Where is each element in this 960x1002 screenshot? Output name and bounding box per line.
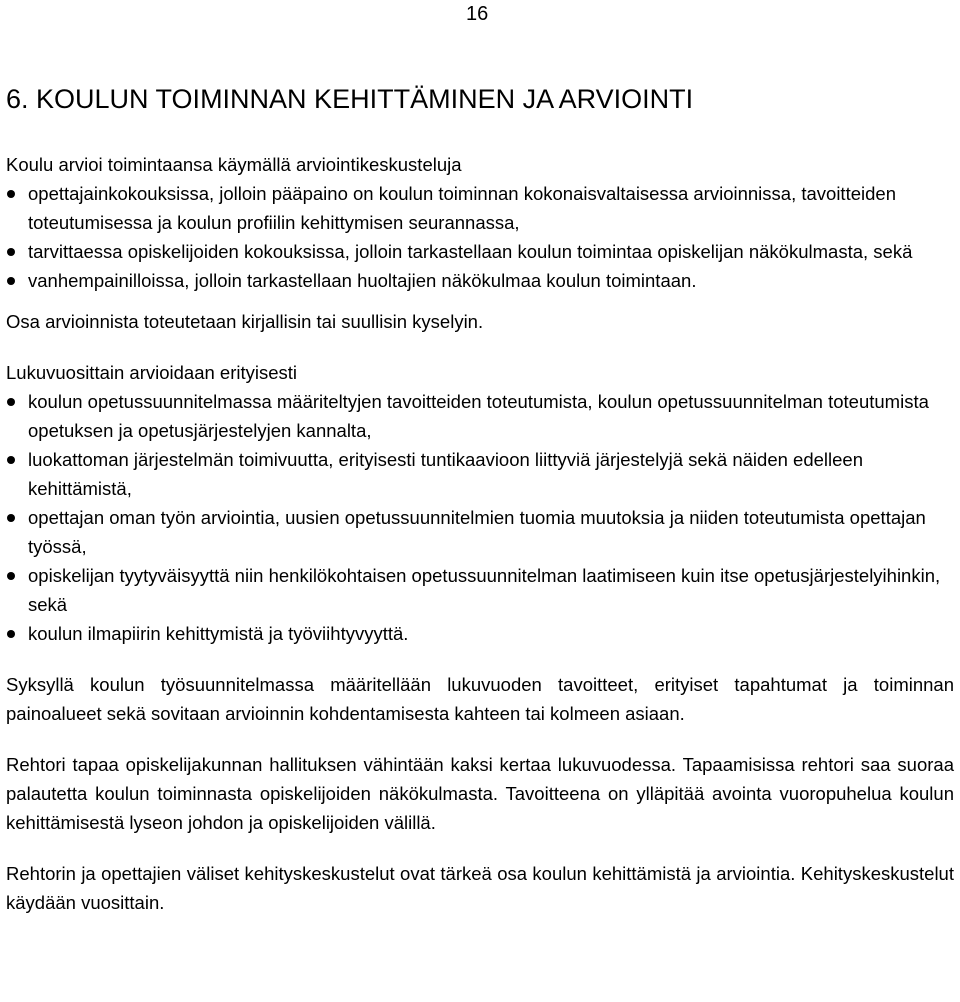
bullet-icon	[7, 456, 15, 464]
bullet-icon	[7, 630, 15, 638]
list-item	[6, 619, 954, 648]
annual-evaluation-list	[6, 387, 954, 648]
list-item-text: opiskelijan tyytyväisyyttä niin henkilökohtaisen opetussuunnitelman laatimiseen kuin itse opetusjärjestelyihinkin, sekä	[28, 565, 941, 615]
list-item-text: luokattoman järjestelmän toimivuutta, erityisesti tuntikaavioon liittyviä järjestelyjä sekä näiden edelleen kehittämistä,	[28, 449, 863, 499]
body-paragraph: Rehtorin ja opettajien väliset kehityskeskustelut ovat tärkeä osa koulun kehittämistä ja arviointia. Kehityskeskustelut käydään vuosittain.	[6, 863, 954, 913]
list-item-text: koulun opetussuunnitelmassa määriteltyjen tavoitteiden toteutumista, koulun opetussuunnitelman toteutumista opetuksen ja opetusjärjestelyjen kannalta,	[28, 391, 929, 441]
list-item-text: opettajan oman työn arviointia, uusien opetussuunnitelmien tuomia muutoksia ja niiden toteutumista opettajan työssä,	[28, 507, 926, 557]
evaluation-discussion-list	[6, 179, 954, 295]
section-heading: 6. KOULUN TOIMINNAN KEHITTÄMINEN JA ARVIOINTI	[6, 84, 694, 114]
list-item	[6, 445, 954, 503]
list-item	[6, 179, 954, 237]
body-paragraph: Rehtori tapaa opiskelijakunnan hallituksen vähintään kaksi kertaa lukuvuodessa. Tapaamisissa rehtori saa suoraa palautetta koulun toiminnasta opiskelijoiden näkökulmasta. Tavoitteena on ylläpitää avointa vuoropuhelua koulun kehittämisestä lyseon johdon ja opiskelijoiden välillä.	[6, 754, 954, 833]
annual-evaluation-intro: Lukuvuosittain arvioidaan erityisesti	[6, 362, 298, 383]
evaluation-intro: Koulu arvioi toimintaansa käymällä arviointikeskusteluja	[6, 154, 462, 175]
list-item-text: vanhempainilloissa, jolloin tarkastellaan huoltajien näkökulmaa koulun toimintaan.	[28, 270, 697, 291]
list-item	[6, 237, 954, 266]
bullet-icon	[7, 277, 15, 285]
list-item-text: tarvittaessa opiskelijoiden kokouksissa, jolloin tarkastellaan koulun toimintaa opiskelijan näkökulmasta, sekä	[28, 241, 913, 262]
list-item-text: opettajainkokouksissa, jolloin pääpaino on koulun toiminnan kokonaisvaltaisessa arvioinnissa, tavoitteiden toteutumisessa ja koulun profiilin kehittymisen seurannassa,	[28, 183, 896, 233]
bullet-icon	[7, 190, 15, 198]
list-item	[6, 387, 954, 445]
list-item	[6, 266, 954, 295]
bullet-icon	[7, 514, 15, 522]
bullet-icon	[7, 248, 15, 256]
body-paragraph: Syksyllä koulun työsuunnitelmassa määritellään lukuvuoden tavoitteet, erityiset tapahtumat ja toiminnan painoalueet sekä sovitaan arvioinnin kohdentamisesta kahteen tai kolmeen asiaan.	[6, 674, 954, 724]
survey-paragraph: Osa arvioinnista toteutetaan kirjallisin tai suullisin kyselyin.	[6, 311, 484, 332]
page-number: 16	[466, 3, 489, 25]
bullet-icon	[7, 398, 15, 406]
list-item	[6, 561, 954, 619]
document-body	[6, 150, 954, 917]
list-item	[6, 503, 954, 561]
list-item-text: koulun ilmapiirin kehittymistä ja työviihtyvyyttä.	[28, 623, 409, 644]
bullet-icon	[7, 572, 15, 580]
